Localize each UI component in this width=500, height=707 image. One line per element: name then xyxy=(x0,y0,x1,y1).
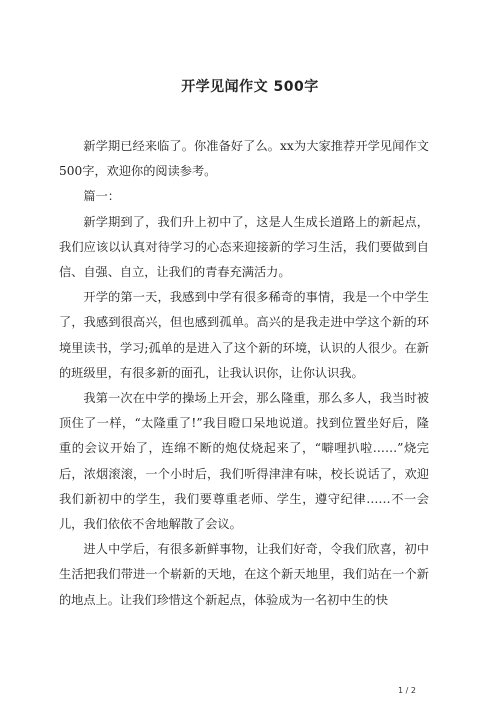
page-number: 1 / 2 xyxy=(398,686,416,695)
paragraph-4: 进人中学后，有很多新鲜事物，让我们好奇，令我们欣喜，初中生活把我们带进一个崭新的天地，在这个新天地里，我们站在一个新的地点上。让我们珍惜这个新起点，体验成为一名初中生的快 xyxy=(59,542,429,607)
paragraph-3: 我第一次在中学的操场上开会，那么隆重，那么多人，我当时被顶住了一样，“太隆重了!”我目瞪口呆地说道。找到位置坐好后，隆重的会议开始了，连绵不断的炮仗烧起来了，“噼哩扒啦……”烧完后，浓烟滚滚，一个小时后，我们听得津津有味，校长说话了，欢迎我们新初中的学生，我们要尊重老师、学生，遵守纪律……不一会儿，我们依依不舍地解散了会议。 xyxy=(59,391,429,532)
document-body xyxy=(59,134,429,613)
paragraph-2: 开学的第一天，我感到中学有很多稀奇的事情，我是一个中学生了，我感到很高兴，但也感到孤单。高兴的是我走进中学这个新的环境里读书，学习;孤单的是进入了这个新的环境，认识的人很少。在新的班级里，有很多新的面孔，让我认识你，让你认识我。 xyxy=(59,290,429,380)
paragraph-section-heading: 篇一： xyxy=(83,189,120,204)
paragraph-1: 新学期到了，我们升上初中了，这是人生成长道路上的新起点，我们应该以认真对待学习的心态来迎接新的学习生活，我们要做到自信、自强、自立，让我们的青春充满活力。 xyxy=(59,214,429,280)
paragraph-intro: 新学期已经来临了。你准备好了么。xx为大家推荐开学见闻作文500字，欢迎你的阅读参考。 xyxy=(59,139,429,179)
document-title: 开学见闻作文 500字 xyxy=(181,79,319,95)
